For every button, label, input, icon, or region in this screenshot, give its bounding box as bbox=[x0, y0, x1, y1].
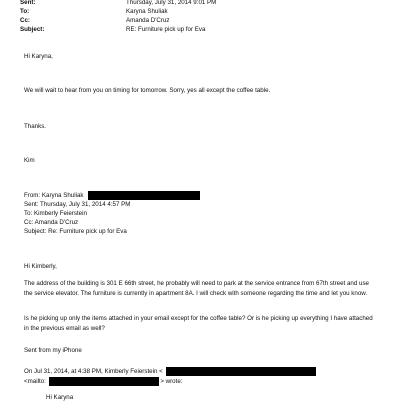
redaction-block bbox=[88, 191, 200, 200]
quoted-sent-from: Sent from my iPhone bbox=[24, 347, 82, 354]
quoted-greeting: Hi Kimberly, bbox=[24, 263, 57, 270]
to-value: Karyna Shuliak bbox=[126, 8, 168, 15]
reply-greeting: Hi Karyna, bbox=[24, 53, 53, 60]
quoted-hi-karyna: Hi Karyna bbox=[46, 394, 74, 401]
quoted-from-text: From: Karyna Shuliak bbox=[24, 192, 84, 200]
cc-value: Amanda D'Cruz bbox=[126, 17, 170, 24]
redaction-block bbox=[166, 367, 316, 376]
cc-label: Cc: bbox=[20, 17, 30, 24]
reply-body: We will wait to hear from you on timing for tomorrow. Sorry, yes all except the coffee table. bbox=[24, 87, 271, 94]
sent-label: Sent: bbox=[20, 0, 36, 6]
on-line-text: On Jul 31, 2014, at 4:38 PM, Kimberly Feierstein < bbox=[24, 368, 163, 376]
reply-thanks: Thanks. bbox=[24, 123, 47, 130]
sent-value: Thursday, July 31, 2014 9:01 PM bbox=[126, 0, 217, 6]
quoted-subject: Subject: Re: Furniture pick up for Eva bbox=[24, 228, 127, 235]
quoted-from bbox=[24, 191, 200, 200]
to-label: To: bbox=[20, 8, 30, 15]
quoted-to: To: Kimberly Feierstein bbox=[24, 210, 87, 217]
quoted-paragraph-2: Is he picking up only the items attached in your email except for the coffee table? Or is he picking up everything I have attached in the previous email as well? bbox=[24, 315, 373, 332]
quoted-cc: Cc: Amanda D'Cruz bbox=[24, 219, 79, 226]
quoted-on-line bbox=[24, 367, 316, 376]
reply-signature: Kim bbox=[24, 157, 35, 164]
quoted-sent: Sent: Thursday, July 31, 2014 4:57 PM bbox=[24, 201, 131, 208]
subject-label: Subject: bbox=[20, 26, 45, 33]
quoted-paragraph-1: The address of the building is 301 E 66th street, he probably will need to park at the service entrance from 67th street and use the service elevator. The furniture is currently in apartment 8A. I will check with someone regarding the time and let you know. bbox=[24, 280, 369, 297]
quoted-mailto-line bbox=[24, 377, 183, 386]
wrote-text: > wrote: bbox=[160, 378, 183, 386]
redaction-block bbox=[49, 377, 159, 386]
subject-value: RE: Furniture pick up for Eva bbox=[126, 26, 206, 33]
mailto-open-text: <mailto: bbox=[24, 378, 46, 386]
